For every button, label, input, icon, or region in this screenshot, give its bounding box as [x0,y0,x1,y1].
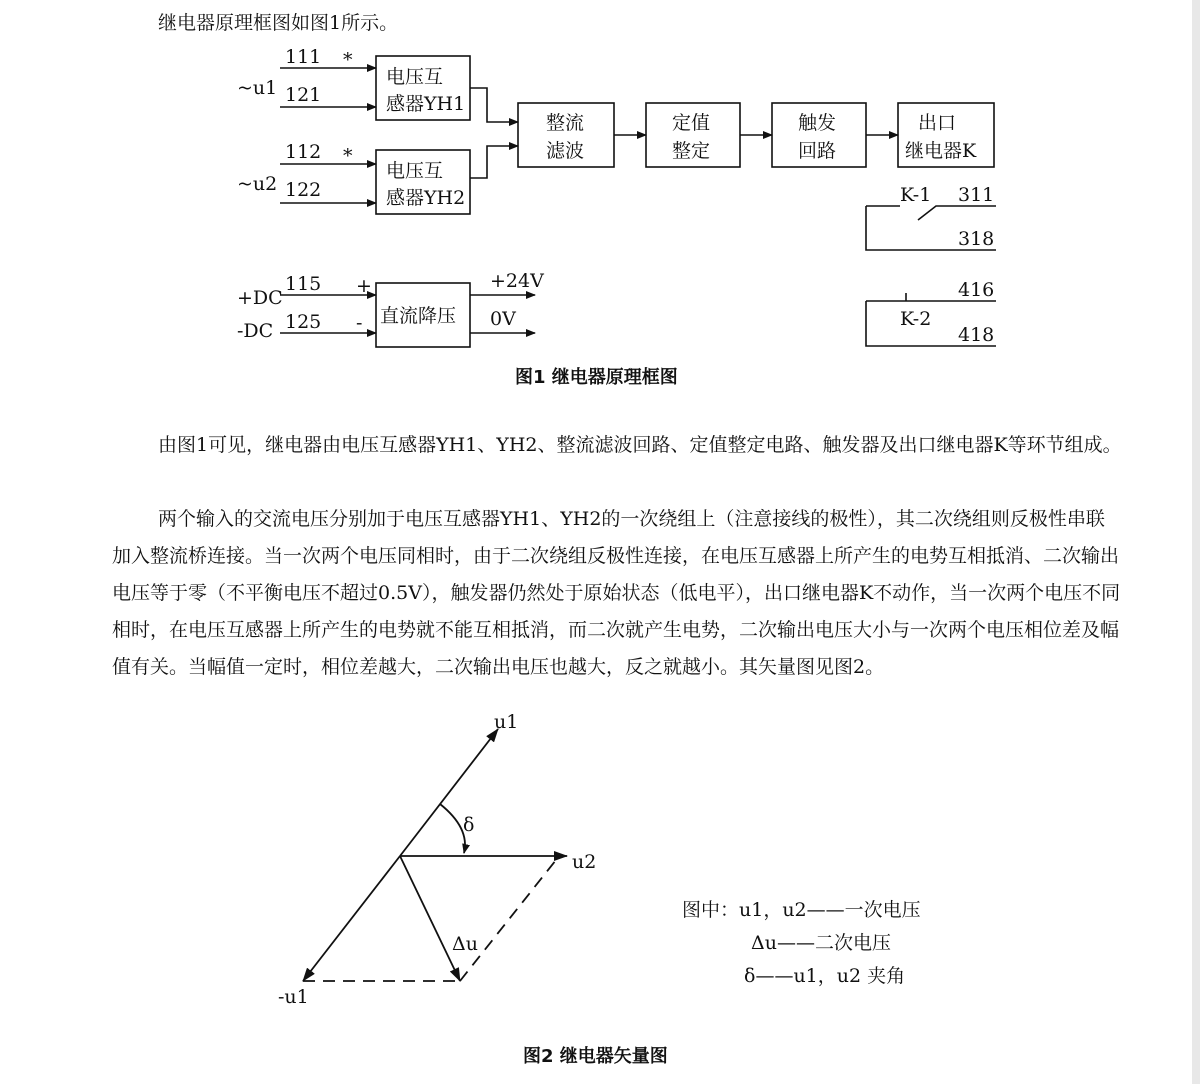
label-u2: ~u2 [237,173,278,195]
yh2-label-2: 感器YH2 [386,187,466,209]
paragraph-1-text: 由图1可见，继电器由电压互感器YH1、YH2、整流滤波回路、定值整定电路、触发器及出口继电器K等环节组成。 [158,434,1122,456]
vector-u1 [400,729,498,856]
legend-line-1: 图中：u1，u2——一次电压 [682,899,921,921]
setting-label-2: 整定 [672,140,711,162]
terminal-311: 311 [958,184,995,206]
terminal-112: 112 [285,141,322,163]
k1-label: K-1 [900,184,932,206]
terminal-318: 318 [958,228,995,250]
output-label-1: 出口 [918,112,957,134]
label-u1-vec: u1 [494,711,519,733]
output-label-2: 继电器K [905,140,977,162]
terminal-111: 111 [285,46,322,68]
rectifier-label-1: 整流 [546,112,585,134]
label-u2-vec: u2 [572,851,597,873]
rectifier-label-2: 滤波 [546,140,585,162]
right-edge-bar [1192,0,1200,1084]
terminal-418: 418 [958,324,995,346]
yh1-label-1: 电压互 [386,66,444,88]
label-0v: 0V [490,308,516,330]
setting-label-1: 定值 [672,112,711,134]
legend-line-2: Δu——二次电压 [751,932,891,954]
plus-sign: + [356,275,372,297]
vector-neg-u1 [303,856,400,981]
block-diagram [0,0,1200,400]
vector-du [400,856,460,981]
label-plus-dc: +DC [237,287,283,309]
terminal-416: 416 [958,279,995,301]
label-neg-u1: -u1 [278,986,309,1008]
figure1-caption: 图1 继电器原理框图 [515,367,678,388]
paragraph-2 [112,501,1122,686]
paragraph-2-text: 两个输入的交流电压分别加于电压互感器YH1、YH2的一次绕组上（注意接线的极性），其二次绕组则反极性串联加入整流桥连接。当一次两个电压同相时，由于二次绕组反极性连接，在电压互感器上所产生的电势互相抵消、二次输出电压等于零（不平衡电压不超过0.5V），触发器仍然处于原始状态（低电平），出口继电器K不动作，当一次两个电压不同相时，在电压互感器上所产生的电势就不能互相抵消，而二次就产生电势，二次输出电压大小与一次两个电压相位差及幅值有关。当幅值一定时，相位差越大，二次输出电压也越大，反之就越小。其矢量图见图2。 [112,508,1121,678]
paragraph-1 [112,427,1122,464]
figure2-caption: 图2 继电器矢量图 [523,1046,668,1067]
terminal-121: 121 [285,84,322,106]
intro-text: 继电器原理框图如图1所示。 [158,12,399,34]
trigger-label-2: 回路 [798,140,837,162]
dc-reducer-label: 直流降压 [380,305,457,327]
k2-label: K-2 [900,308,932,330]
terminal-122: 122 [285,179,322,201]
yh1-label-2: 感器YH1 [386,93,466,115]
angle-arc [440,804,465,853]
trigger-label-1: 触发 [798,112,837,134]
label-u1: ~u1 [237,77,278,99]
polarity-star-1: * [343,49,353,71]
minus-sign: - [356,312,363,334]
yh2-label-1: 电压互 [386,160,444,182]
label-delta: δ [463,814,475,836]
polarity-star-2: * [343,145,353,167]
label-minus-dc: -DC [237,320,274,342]
vector-diagram [0,700,1200,1040]
label-24v: +24V [490,270,544,292]
terminal-125: 125 [285,311,322,333]
terminal-115: 115 [285,273,322,295]
legend-line-3: δ——u1，u2 夹角 [744,965,906,987]
label-du: Δu [452,933,478,955]
